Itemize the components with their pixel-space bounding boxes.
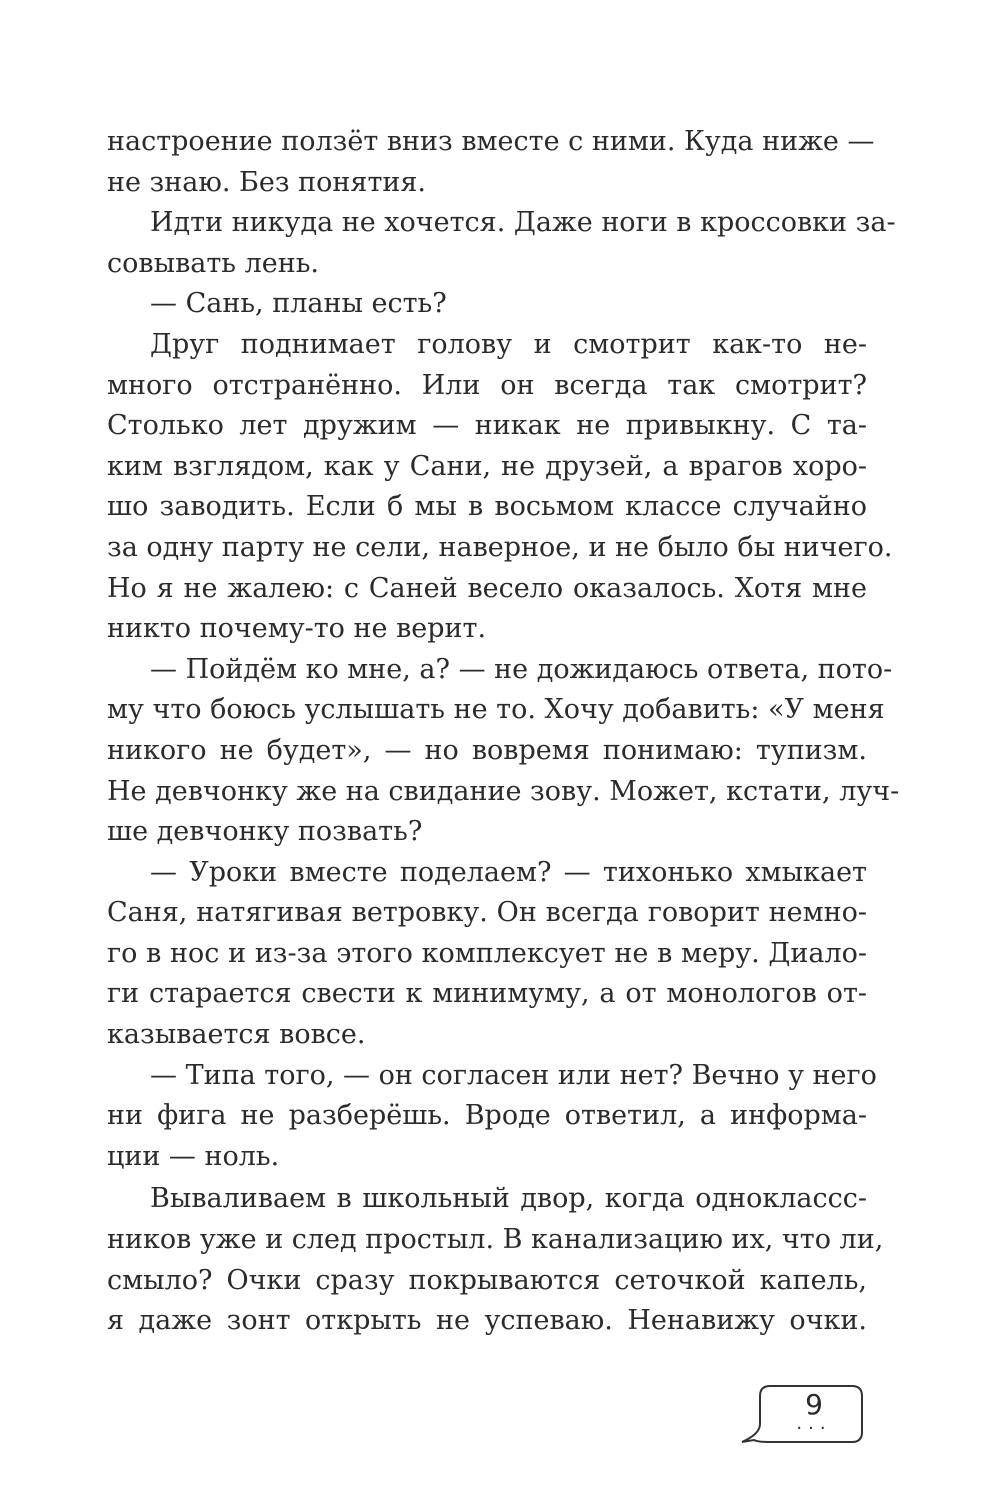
text-line: Вываливаем в школьный двор, когда одноклассс-	[150, 1183, 867, 1215]
text-line: го в нос и из-за этого комплексует не в меру. Диало-	[107, 937, 867, 969]
text-line: му что боюсь услышать не то. Хочу добавить: «У меня	[107, 694, 885, 726]
text-line: много отстранённо. Или он всегда так смотрит?	[107, 369, 867, 401]
text-line: Столько лет дружим — никак не привыкну. С та-	[107, 410, 867, 442]
text-line: ников уже и след простыл. В канализацию их, что ли,	[107, 1224, 884, 1256]
text-line: никого не будет», — но вовремя понимаю: тупизм.	[107, 734, 867, 766]
page-number-badge	[740, 1384, 870, 1446]
text-line: смыло? Очки сразу покрываются сеточкой капель,	[107, 1264, 867, 1296]
page-body-text	[107, 122, 900, 1342]
text-line: Саня, натягивая ветровку. Он всегда говорит немно-	[107, 897, 867, 929]
text-line: ше девчонку позвать?	[107, 816, 423, 848]
text-line: ции — ноль.	[107, 1140, 280, 1172]
text-line: Идти никуда не хочется. Даже ноги в кроссовки за-	[150, 207, 896, 239]
text-line: казывается вовсе.	[107, 1019, 366, 1051]
text-line: — Пойдём ко мне, а? — не дожидаюсь ответа, пото-	[150, 653, 893, 685]
text-line: я даже зонт открыть не успеваю. Ненавижу очки.	[107, 1305, 867, 1337]
text-line: шо заводить. Если б мы в восьмом классе случайно	[107, 491, 867, 523]
text-line: — Уроки вместе поделаем? — тихонько хмыкает	[150, 856, 867, 888]
text-line: за одну парту не сели, наверное, и не было бы ничего.	[107, 531, 893, 563]
text-line: не знаю. Без понятия.	[107, 166, 427, 198]
text-line: — Сань, планы есть?	[150, 288, 447, 320]
text-line: настроение ползёт вниз вместе с ними. Куда ниже —	[107, 126, 875, 157]
text-line: Но я не жалею: с Саней весело оказалось. Хотя мне	[107, 572, 867, 604]
text-line: Друг поднимает голову и смотрит как-то не-	[150, 328, 867, 360]
text-line: совывать лень.	[107, 247, 319, 279]
text-line: ким взглядом, как у Сани, не друзей, а врагов хоро-	[107, 450, 867, 482]
text-line: — Типа того, — он согласен или нет? Вечно у него	[150, 1059, 877, 1091]
page-number: 9	[805, 1388, 823, 1421]
text-line: Не девчонку же на свидание зову. Может, кстати, луч-	[107, 775, 900, 807]
text-line: ни фига не разберёшь. Вроде ответил, а информа-	[107, 1100, 867, 1132]
page-number-dots: ...	[796, 1413, 832, 1434]
text-line: никто почему-то не верит.	[107, 613, 487, 645]
text-line: ги старается свести к минимуму, а от монологов от-	[107, 978, 867, 1010]
